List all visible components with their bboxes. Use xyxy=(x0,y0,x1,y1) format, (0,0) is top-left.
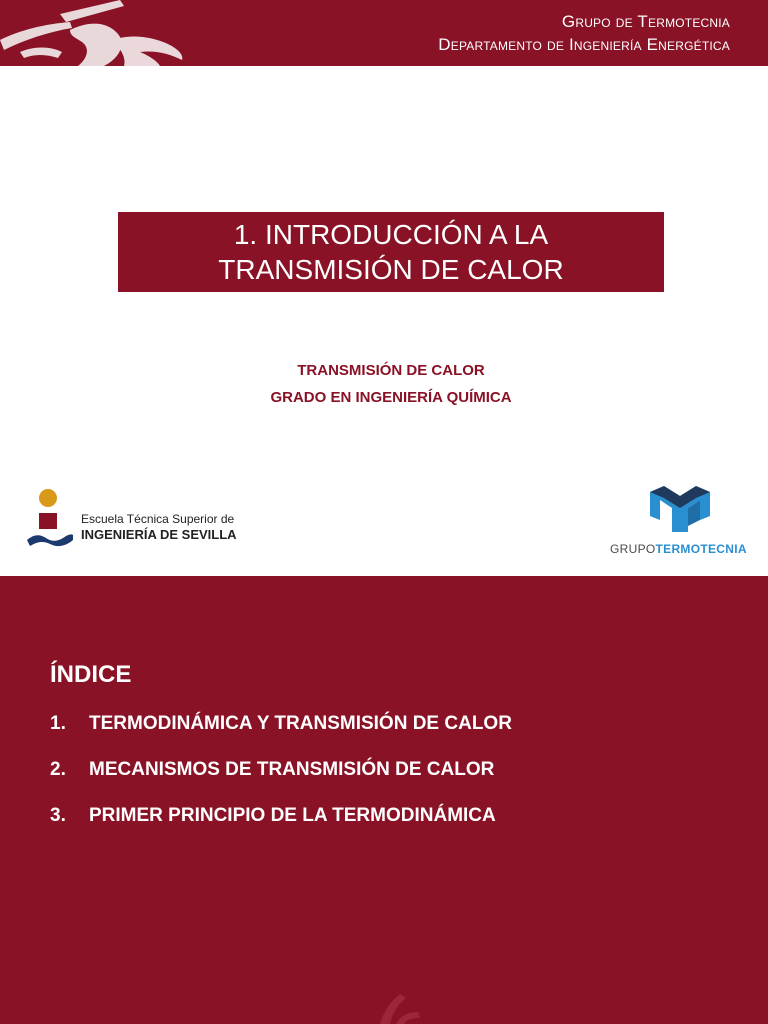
fame-trumpet-emblem-icon xyxy=(0,0,190,66)
grupo-termotecnia-logo xyxy=(606,484,756,558)
etsi-line-2: INGENIERÍA DE SEVILLA xyxy=(81,527,237,542)
etsi-line-1: Escuela Técnica Superior de xyxy=(81,512,235,526)
index-item-number: 3. xyxy=(50,805,66,826)
presentation-title xyxy=(118,212,664,292)
grupo-termotecnia-logo-icon xyxy=(648,486,712,534)
etsi-sevilla-logo xyxy=(26,488,237,552)
header-group-name: Grupo de Termotecnia xyxy=(561,12,730,31)
subtitle-course: TRANSMISIÓN DE CALOR xyxy=(297,362,485,379)
header-department-name: Departamento de Ingeniería Energética xyxy=(438,35,730,54)
wordmark-termotecnia: TERMOTECNIA xyxy=(655,542,747,556)
etsi-sevilla-logo-icon xyxy=(26,488,74,552)
index-item-number: 2. xyxy=(50,759,66,780)
index-item-text: TERMODINÁMICA Y TRANSMISIÓN DE CALOR xyxy=(89,713,512,734)
index-slide xyxy=(0,576,768,1024)
grupo-termotecnia-wordmark xyxy=(610,542,747,556)
index-item-text: PRIMER PRINCIPIO DE LA TERMODINÁMICA xyxy=(89,805,496,826)
index-item-number: 1. xyxy=(50,713,66,734)
header-banner xyxy=(0,0,768,66)
course-subtitle xyxy=(0,357,768,411)
index-item-text: MECANISMOS DE TRANSMISIÓN DE CALOR xyxy=(89,759,495,780)
fame-trumpet-emblem-icon xyxy=(366,990,426,1024)
index-title: ÍNDICE xyxy=(50,661,132,688)
subtitle-degree: GRADO EN INGENIERÍA QUÍMICA xyxy=(270,389,512,406)
wordmark-grupo: GRUPO xyxy=(610,542,656,556)
title-line-2: TRANSMISIÓN DE CALOR xyxy=(218,254,564,285)
title-line-1: 1. INTRODUCCIÓN A LA xyxy=(233,219,549,250)
